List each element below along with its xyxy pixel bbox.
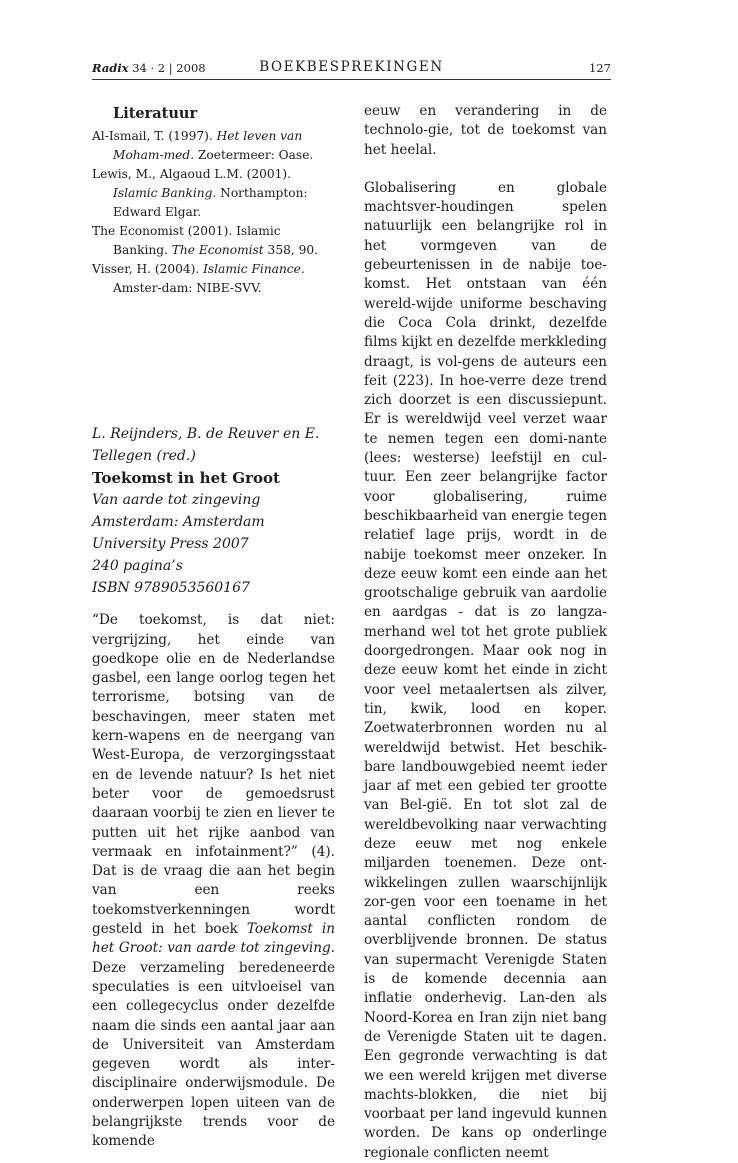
section-title: BOEKBESPREKINGEN (259, 59, 444, 75)
literature-heading: Literatuur (113, 105, 198, 122)
book-info (92, 423, 335, 599)
book-title: Toekomst in het Groot (92, 469, 280, 488)
review-paragraph: “De toekomst, is dat niet: vergrijzing, het einde van goedkope olie en de Nederlandse gasbel, een lange oorlog tegen het terrorisme, botsing van de beschavingen, meer staten met kern-wapens en de neergang van West-Europa, de verzorgingsstaat en de levende natuur? Is het niet beter voor de gemoedsrust daaraan voorbij te zien en liever te putten uit het rijke aanbod van vermaak en infotainment?” (4). Dat is de vraag die aan het begin van een reeks toekomstverkenningen wordt gesteld in het boek Toekomst in het Groot: van aarde tot zingeving. Deze verzameling beredeneerde speculaties is een uitvloeisel van een collegecyclus onder dezelfde naam die sinds een aantal jaar aan de Universiteit van Amsterdam gegeven wordt als inter-disciplinaire onderwijsmodule. De onderwerpen lopen uiteen van de belangrijkste trends voor de komende (92, 612, 335, 1150)
running-header (92, 59, 611, 77)
book-publisher: Amsterdam: Amsterdam University Press 2007 (92, 514, 265, 553)
reference-item: Visser, H. (2004). Islamic Finance. Amster-dam: NIBE-SVV. (92, 262, 305, 296)
book-title-inline: Toekomst in het Groot: van aarde tot zingeving (92, 921, 335, 957)
header-rule (92, 79, 611, 80)
book-authors: L. Reijnders, B. de Reuver en E. Tellegen (red.) (92, 426, 320, 465)
review-paragraph: Globalisering en globale machtsver-houdingen spelen natuurlijk een belangrijke rol in het vormgeven van de gebeurtenissen in de nabije toe-komst. Het ontstaan van één wereld-wijde uniforme beschaving die Coca Cola drinkt, dezelfde films kijkt en dezelfde merkkleding draagt, is vol-gens de auteurs een feit (223). In hoe-verre deze trend zich doorzet is een discussiepunt. Er is wereldwijd veel verzet waar te nemen tegen een domi-nante (lees: westerse) leefstijl en cul-tuur. Een zeer belangrijke factor voor globalisering, ruime beschikbaarheid van energie tegen relatief lage prijs, wordt in de nabije toekomst meer onzeker. In deze eeuw komt een einde aan het grootschalige gebruik van aardolie en aardgas - dat is zo langza-merhand wel tot het grote publiek doorgedrongen. Maar ook nog in deze eeuw komt het einde in zicht voor veel metaalertsen als zilver, tin, kwik, lood en koper. Zoetwaterbronnen worden nu al wereldwijd betwist. Het beschik-bare landbouwgebied neemt ieder jaar af met een gebied ter grootte van Bel-gië. En tot slot zal de wereldbevolking naar verwachting deze eeuw met nog enkele miljarden toenemen. Deze ont-wikkelingen zullen waarschijnlijk zor-gen voor een toename in het aantal conflicten rondom de overblijvende bronnen. De status van supermacht Verenigde Staten is de komende decennia aan inflatie onderhevig. Lan-den als Noord-Korea en Iran zijn niet bang de Verenigde Staten uit te dagen. Een gegronde verwachting is dat we een wereld krijgen met diverse machts-blokken, die niet bij voorbaat per land ingevuld kunnen worden. De kans op onderlinge regionale conflicten neemt (364, 179, 607, 1161)
reference-item: Al-Ismail, T. (1997). Het leven van Moham-med. Zoetermeer: Oase. (92, 129, 314, 163)
book-isbn: ISBN 9789053560167 (92, 580, 250, 597)
book-subtitle: Van aarde tot zingeving (92, 492, 261, 509)
journal-issue: 34 · 2 | 2008 (132, 61, 206, 75)
book-pages: 240 pagina’s (92, 558, 183, 575)
journal-name: Radix (92, 61, 129, 75)
review-paragraph: eeuw en verandering in de technolo-gie, tot de toekomst van het heelal. (364, 103, 607, 158)
right-column (364, 102, 607, 1163)
left-column (92, 102, 335, 1152)
reference-item: The Economist (2001). Islamic Banking. The Economist 358, 90. (92, 224, 318, 258)
page-number: 127 (589, 61, 611, 75)
reference-item: Lewis, M., Algaoud L.M. (2001). Islamic Banking. Northampton: Edward Elgar. (92, 167, 308, 220)
